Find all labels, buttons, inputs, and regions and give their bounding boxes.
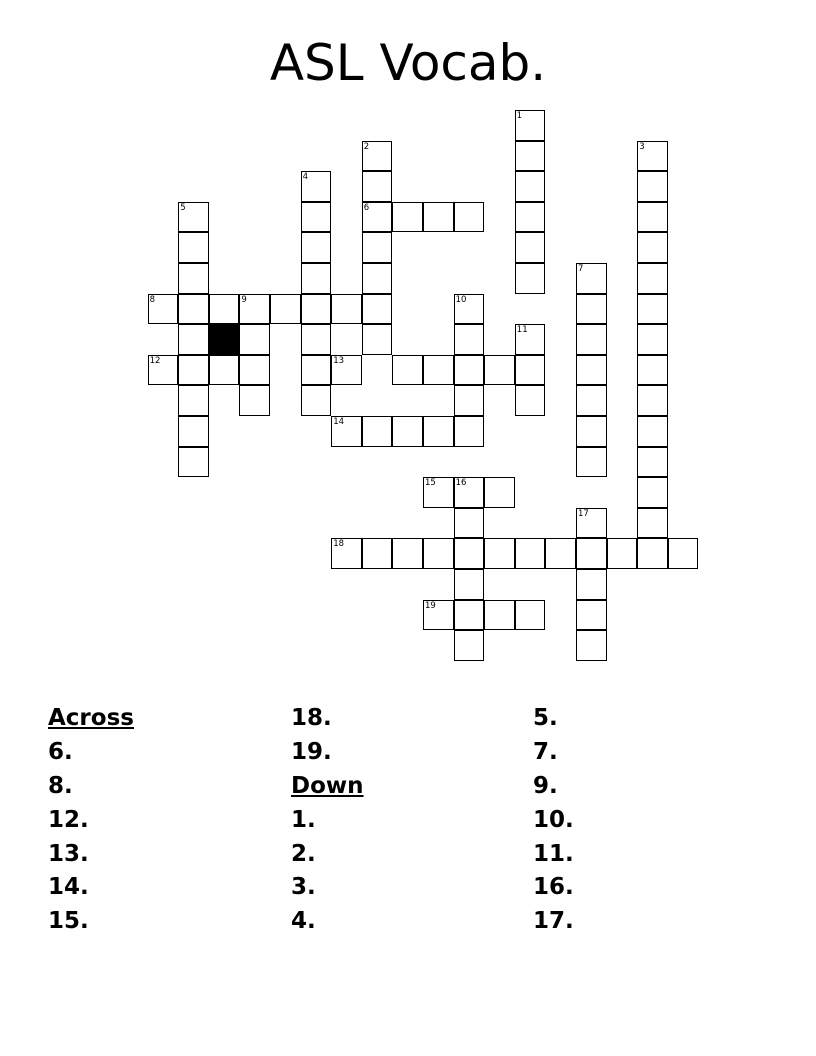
clue-item: 19. [291,739,332,765]
grid-cell[interactable] [148,294,179,325]
grid-cell[interactable] [515,600,546,631]
grid-cell[interactable] [515,355,546,386]
clue-number: 17 [578,508,589,519]
grid-cell[interactable] [576,569,607,600]
clue-number: 9 [241,294,247,305]
grid-cell[interactable] [301,294,332,325]
clue-item: 2. [291,841,316,867]
grid-cell[interactable] [454,324,485,355]
grid-cell[interactable] [454,355,485,386]
grid-cell[interactable] [637,508,668,539]
clue-item: 6. [48,739,73,765]
grid-cell[interactable] [331,355,362,386]
grid-cell[interactable] [454,477,485,508]
clue-item: 10. [533,807,574,833]
clue-item: 12. [48,807,89,833]
grid-cell[interactable] [637,202,668,233]
grid-cell[interactable] [209,355,240,386]
grid-cell[interactable] [637,294,668,325]
grid-cell[interactable] [515,324,546,355]
clue-item: 1. [291,807,316,833]
clue-item: 9. [533,773,558,799]
grid-cell[interactable] [454,600,485,631]
grid-cell[interactable] [301,355,332,386]
grid-cell[interactable] [576,294,607,325]
grid-cell[interactable] [576,324,607,355]
grid-cell[interactable] [423,355,454,386]
grid-cell[interactable] [576,385,607,416]
clue-item: 3. [291,874,316,900]
grid-cell[interactable] [270,294,301,325]
clue-item: 8. [48,773,73,799]
grid-cell[interactable] [178,385,209,416]
grid-cell[interactable] [239,355,270,386]
grid-cell[interactable] [637,263,668,294]
grid-cell[interactable] [576,600,607,631]
grid-cell[interactable] [392,355,423,386]
grid-cell[interactable] [362,263,393,294]
grid-cell[interactable] [637,171,668,202]
clue-number: 12 [149,355,161,366]
grid-cell[interactable] [637,232,668,263]
grid-cell[interactable] [454,630,485,661]
grid-cell[interactable] [301,202,332,233]
grid-cell[interactable] [178,263,209,294]
grid-cell[interactable] [362,141,393,172]
grid-cell[interactable] [515,110,546,141]
grid-cell[interactable] [423,477,454,508]
grid-cell[interactable] [423,202,454,233]
grid-cell[interactable] [362,324,393,355]
grid-cell[interactable] [454,202,485,233]
clue-item: 18. [291,705,332,731]
grid-cell[interactable] [423,538,454,569]
grid-cell[interactable] [454,385,485,416]
grid-cell[interactable] [515,232,546,263]
clue-number: 13 [333,355,345,366]
grid-cell[interactable] [178,232,209,263]
grid-cell[interactable] [362,538,393,569]
grid-cell[interactable] [331,294,362,325]
grid-cell[interactable] [362,202,393,233]
clue-number: 15 [425,478,436,489]
grid-cell[interactable] [423,416,454,447]
grid-cell[interactable] [515,263,546,294]
grid-cell[interactable] [178,355,209,386]
grid-cell[interactable] [576,355,607,386]
clue-number: 11 [516,325,528,336]
grid-cell[interactable] [301,385,332,416]
clue-number: 2 [363,141,370,152]
grid-cell[interactable] [301,263,332,294]
grid-cell[interactable] [637,385,668,416]
grid-cell[interactable] [545,538,576,569]
clue-number: 10 [455,294,467,305]
clue-number: 3 [639,141,645,152]
grid-cell[interactable] [454,508,485,539]
clue-number: 4 [302,172,309,183]
grid-cell[interactable] [301,324,332,355]
grid-cell[interactable] [331,538,362,569]
clue-number: 18 [333,539,345,550]
grid-cell[interactable] [423,600,454,631]
clue-number: 1 [516,111,523,121]
clue-section-heading: Across [48,705,134,731]
grid-cell[interactable] [607,538,638,569]
grid-cell[interactable] [454,569,485,600]
grid-cell[interactable] [178,324,209,355]
grid-cell[interactable] [239,294,270,325]
clue-item: 14. [48,874,89,900]
grid-cell[interactable] [484,477,515,508]
grid-cell[interactable] [637,416,668,447]
grid-cell[interactable] [454,294,485,325]
grid-cell[interactable] [331,416,362,447]
grid-cell[interactable] [392,538,423,569]
grid-cell[interactable] [362,294,393,325]
grid-cell[interactable] [576,508,607,539]
clue-item: 5. [533,705,558,731]
clue-number: 6 [363,202,370,213]
clue-item: 13. [48,841,89,867]
grid-cell[interactable] [454,538,485,569]
grid-cell[interactable] [178,416,209,447]
grid-cell[interactable] [209,294,240,325]
grid-cell[interactable] [637,141,668,172]
grid-cell[interactable] [484,538,515,569]
grid-cell[interactable] [668,538,699,569]
clue-section-heading: Down [291,773,364,799]
grid-cell[interactable] [301,232,332,263]
grid-cell[interactable] [637,477,668,508]
grid-cell[interactable] [239,385,270,416]
grid-cell[interactable] [392,202,423,233]
grid-cell[interactable] [362,416,393,447]
clue-number: 8 [149,294,156,305]
clue-number: 14 [333,417,345,427]
grid-cell[interactable] [576,538,607,569]
grid-cell[interactable] [392,416,423,447]
clue-item: 4. [291,908,316,934]
grid-cell[interactable] [576,416,607,447]
clue-number: 16 [455,478,467,489]
grid-cell[interactable] [484,600,515,631]
grid-cell[interactable] [484,355,515,386]
grid-cell[interactable] [178,294,209,325]
clue-number: 7 [578,264,584,274]
grid-cell[interactable] [239,324,270,355]
clue-item: 7. [533,739,558,765]
grid-cell[interactable] [576,447,607,478]
clue-item: 17. [533,908,574,934]
grid-cell[interactable] [637,324,668,355]
clue-item: 11. [533,841,574,867]
blocked-cell [209,324,240,355]
grid-cell[interactable] [362,171,393,202]
clue-number: 5 [180,202,186,213]
clue-item: 16. [533,874,574,900]
grid-cell[interactable] [576,630,607,661]
grid-cell[interactable] [301,171,332,202]
grid-cell[interactable] [178,447,209,478]
grid-cell[interactable] [515,202,546,233]
clue-number: 19 [425,600,436,611]
grid-cell[interactable] [178,202,209,233]
clue-item: 15. [48,908,89,934]
grid-cell[interactable] [637,447,668,478]
grid-cell[interactable] [515,141,546,172]
puzzle-title: ASL Vocab. [269,34,547,92]
grid-cell[interactable] [515,385,546,416]
grid-cell[interactable] [454,416,485,447]
grid-cell[interactable] [515,538,546,569]
grid-cell[interactable] [148,355,179,386]
grid-cell[interactable] [637,538,668,569]
grid-cell[interactable] [362,232,393,263]
grid-cell[interactable] [515,171,546,202]
grid-cell[interactable] [637,355,668,386]
grid-cell[interactable] [576,263,607,294]
